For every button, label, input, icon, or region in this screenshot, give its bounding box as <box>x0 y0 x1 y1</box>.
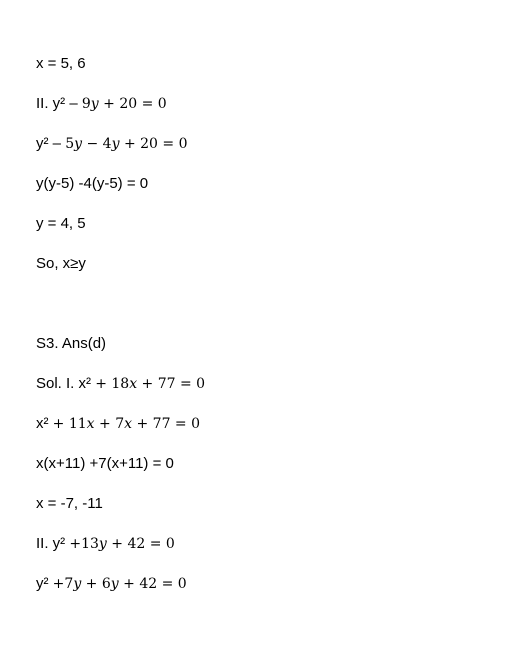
text-segment: x <box>129 376 138 392</box>
text-segment: S3. Ans(d) <box>36 335 107 352</box>
text-segment: + 7 <box>94 416 125 432</box>
text-line <box>36 373 205 395</box>
text-segment: 9 <box>81 96 91 112</box>
text-segment: x <box>124 416 133 432</box>
text-segment: 5 <box>65 136 75 152</box>
text-segment: + 42 = 0 <box>106 536 175 552</box>
text-segment: + 20 = 0 <box>119 136 188 152</box>
text-segment: x <box>86 416 95 432</box>
text-segment: Sol. I. x² <box>36 375 96 392</box>
text-segment: y² – <box>36 135 66 152</box>
text-segment: y <box>90 96 99 112</box>
text-line <box>36 493 103 515</box>
text-line <box>36 133 187 155</box>
text-segment: x = 5, 6 <box>36 55 86 72</box>
text-segment: y <box>73 576 82 592</box>
text-line <box>36 253 86 275</box>
text-segment: y <box>98 536 107 552</box>
text-segment: y(y-5) -4(y-5) = 0 <box>36 175 149 192</box>
text-segment: So, x≥y <box>36 255 86 272</box>
text-line <box>36 533 175 555</box>
text-segment: + 42 = 0 <box>118 576 187 592</box>
text-segment: + 6 <box>81 576 111 592</box>
text-segment: y² <box>36 575 53 592</box>
text-segment: II. y² – <box>36 95 82 112</box>
text-segment: y = 4, 5 <box>36 215 86 232</box>
text-line <box>36 213 86 235</box>
text-segment: + 20 = 0 <box>98 96 167 112</box>
text-segment: + 77 = 0 <box>132 416 201 432</box>
text-segment: y <box>110 576 119 592</box>
text-segment: + 77 = 0 <box>137 376 206 392</box>
text-segment: +7 <box>52 576 74 592</box>
text-segment: y <box>74 136 83 152</box>
text-line <box>36 93 167 115</box>
text-segment: + 18 <box>95 376 130 392</box>
text-segment: x² <box>36 415 53 432</box>
text-segment: y <box>111 136 120 152</box>
text-line <box>36 53 86 75</box>
text-line <box>36 413 200 435</box>
text-segment: + 11 <box>52 416 87 432</box>
text-line <box>36 173 148 195</box>
text-segment: − 4 <box>82 136 112 152</box>
text-segment: x = -7, -11 <box>36 495 103 512</box>
text-line <box>36 573 187 595</box>
text-segment: II. y² <box>36 535 70 552</box>
text-line <box>36 453 174 475</box>
text-line <box>36 333 106 355</box>
text-segment: +13 <box>69 536 99 552</box>
text-segment: x(x+11) +7(x+11) = 0 <box>36 455 174 472</box>
